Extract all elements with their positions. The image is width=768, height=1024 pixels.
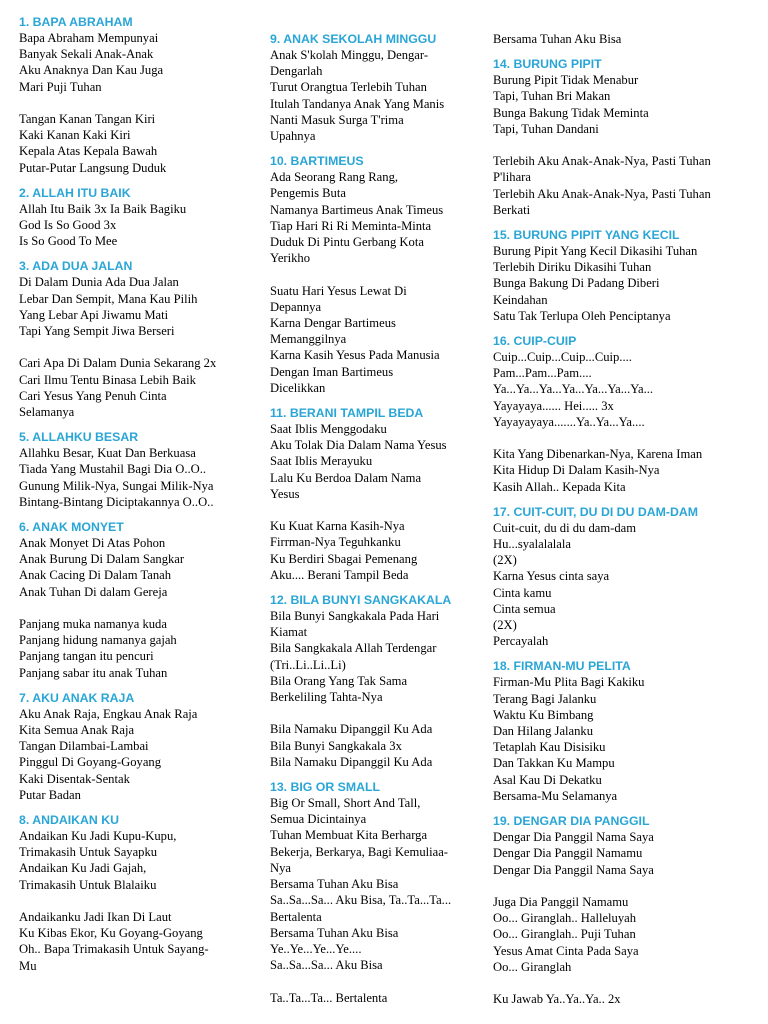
lyric-line: Bapa Abraham Mempunyai	[19, 31, 159, 45]
lyric-line: Terang Bagi Jalanku	[493, 691, 597, 706]
lyric-line: Dengarlah	[270, 64, 323, 79]
lyric-line: Karna Kasih Yesus Pada Manusia	[270, 348, 440, 363]
lyric-line: Juga Dia Panggil Namamu	[493, 894, 629, 909]
song-block	[493, 495, 763, 650]
lyric-line: Cuip...Cuip...Cuip...Cuip....	[493, 350, 632, 365]
song-block	[493, 649, 763, 804]
lyric-line: Bila Sangkakala Allah Terdengar	[270, 641, 437, 656]
lyric-line: Selamanya	[19, 405, 75, 420]
song-block	[19, 249, 259, 420]
lyric-line: Aku.... Berani Tampil Beda	[270, 567, 409, 582]
song-title: 2. ALLAH ITU BAIK	[19, 185, 131, 200]
lyric-line: Semua Dicintainya	[270, 812, 367, 827]
lyric-line: Kasih Allah.. Kepada Kita	[493, 479, 626, 494]
stanza-break	[19, 339, 259, 355]
lyric-line: Panjang muka namanya kuda	[19, 617, 167, 632]
column-middle	[270, 31, 488, 1006]
lyric-line: Panjang tangan itu pencuri	[19, 649, 154, 664]
song-title: 12. BILA BUNYI SANGKAKALA	[270, 593, 452, 608]
lyric-line: Oo... Giranglah.. Puji Tuhan	[493, 927, 636, 942]
song-block	[270, 144, 488, 396]
lyric-line: Anak S'kolah Minggu, Dengar-	[270, 48, 429, 62]
lyric-line: Dengar Dia Panggil Nama Saya	[493, 830, 654, 845]
lyric-line: Bintang-Bintang Diciptakannya O..O..	[19, 494, 214, 509]
lyric-line: Sa..Sa...Sa... Aku Bisa	[270, 958, 383, 973]
lyric-line: Kaki Disentak-Sentak	[19, 771, 130, 786]
lyric-line: Panjang sabar itu anak Tuhan	[19, 665, 168, 680]
lyric-line: Tuhan Membuat Kita Berharga	[270, 828, 428, 843]
song-block	[270, 396, 488, 583]
song-block	[493, 324, 763, 495]
lyric-line: Tiap Hari Ri Ri Meminta-Minta	[270, 218, 432, 233]
lyric-line: Berkeliling Tahta-Nya	[270, 690, 383, 705]
lyric-line: Terlebih Aku Anak-Anak-Nya, Pasti Tuhan	[493, 186, 711, 201]
song-block	[493, 218, 763, 324]
lyric-line: Oo... Giranglah.. Halleluyah	[493, 911, 637, 926]
song-block	[270, 31, 488, 144]
lyric-line: Lebar Dan Sempit, Mana Kau Pilih	[19, 291, 198, 306]
stanza-break	[493, 878, 763, 894]
lyric-line: Mu	[19, 958, 37, 973]
lyric-line: Aku Anaknya Dan Kau Juga	[19, 63, 164, 78]
lyric-line: Terlebih Diriku Dikasihi Tuhan	[493, 260, 652, 275]
song-title: 6. ANAK MONYET	[19, 520, 124, 535]
lyric-line: Andaikan Ku Jadi Kupu-Kupu,	[19, 829, 177, 844]
lyric-line: Dengar Dia Panggil Nama Saya	[493, 862, 654, 877]
lyric-line: Firrman-Nya Teguhkanku	[270, 535, 401, 550]
lyric-line: Bersama Tuhan Aku Bisa	[493, 32, 622, 46]
lyric-line: Kaki Kanan Kaki Kiri	[19, 128, 131, 143]
lyric-line: Dan Hilang Jalanku	[493, 724, 594, 739]
lyric-line: Oo... Giranglah	[493, 959, 572, 974]
lyric-line: Pam...Pam...Pam....	[493, 366, 592, 381]
lyric-line: Depannya	[270, 299, 322, 314]
lyric-line: Bila Bunyi Sangkakala Pada Hari	[270, 609, 440, 624]
lyric-line: Ye..Ye...Ye...Ye....	[270, 941, 362, 956]
lyric-line: Ku Jawab Ya..Ya..Ya.. 2x	[493, 992, 621, 1007]
lyric-line: Aku Tolak Dia Dalam Nama Yesus	[270, 438, 447, 453]
lyric-line: Kita Yang Dibenarkan-Nya, Karena Iman	[493, 447, 703, 462]
lyric-line: Gunung Milik-Nya, Sungai Milik-Nya	[19, 478, 214, 493]
song-title: 10. BARTIMEUS	[270, 154, 364, 169]
stanza-break	[493, 975, 763, 991]
lyric-line: Di Dalam Dunia Ada Dua Jalan	[19, 275, 179, 290]
song-title: 15. BURUNG PIPIT YANG KECIL	[493, 228, 680, 243]
lyric-line: Nya	[270, 860, 291, 875]
song-block	[493, 804, 763, 1007]
lyric-line: Yayayayaya.......Ya..Ya...Ya....	[493, 414, 645, 429]
lyric-line: Kita Semua Anak Raja	[19, 723, 135, 738]
column-right	[493, 31, 763, 1007]
lyric-line: Tapi Yang Sempit Jiwa Berseri	[19, 324, 175, 339]
song-title: 1. BAPA ABRAHAM	[19, 15, 133, 29]
song-title: 14. BURUNG PIPIT	[493, 57, 602, 72]
lyric-line: Putar Badan	[19, 787, 81, 802]
song-title: 19. DENGAR DIA PANGGIL	[493, 814, 650, 829]
lyric-line: Terlebih Aku Anak-Anak-Nya, Pasti Tuhan	[493, 154, 711, 169]
lyric-line: Tangan Dilambai-Lambai	[19, 739, 149, 754]
lyric-line: Dan Takkan Ku Mampu	[493, 756, 615, 771]
stanza-break	[19, 600, 259, 616]
lyric-line: P'lihara	[493, 170, 531, 185]
lyric-line: Upahnya	[270, 129, 316, 144]
lyric-line: Nanti Masuk Surga T'rima	[270, 112, 404, 127]
lyric-line: Hu...syalalalala	[493, 537, 571, 552]
song-title: 17. CUIT-CUIT, DU DI DU DAM-DAM	[493, 504, 698, 519]
lyric-line: Anak Monyet Di Atas Pohon	[19, 536, 166, 551]
lyric-line: Burung Pipit Tidak Menabur	[493, 73, 639, 88]
song-block	[19, 176, 259, 250]
song-title: 7. AKU ANAK RAJA	[19, 690, 135, 705]
lyric-line: Kita Hidup Di Dalam Kasih-Nya	[493, 463, 660, 478]
song-title: 18. FIRMAN-MU PELITA	[493, 659, 631, 674]
lyric-line: Andaikanku Jadi Ikan Di Laut	[19, 910, 172, 925]
lyric-line: Anak Cacing Di Dalam Tanah	[19, 568, 172, 583]
lyric-line: Yesus Amat Cinta Pada Saya	[493, 943, 639, 958]
lyric-line: Itulah Tandanya Anak Yang Manis	[270, 96, 445, 111]
song-block	[493, 31, 763, 47]
lyric-line: Yerikho	[270, 251, 311, 266]
lyric-line: Firman-Mu Plita Bagi Kakiku	[493, 675, 645, 690]
lyric-line: Is So Good To Mee	[19, 234, 118, 249]
song-block	[270, 583, 488, 770]
song-block	[19, 510, 259, 681]
lyric-line: Sa..Sa...Sa... Aku Bisa, Ta..Ta...Ta...	[270, 893, 452, 908]
lyric-line: Cuit-cuit, du di du dam-dam	[493, 520, 637, 535]
lyric-line: Bekerja, Berkarya, Bagi Kemuliaa-	[270, 844, 448, 859]
lyric-line: Pengemis Buta	[270, 186, 346, 201]
lyric-line: Cari Yesus Yang Penuh Cinta	[19, 388, 167, 403]
stanza-break	[270, 973, 488, 989]
lyric-line: Satu Tak Terlupa Oleh Penciptanya	[493, 308, 671, 323]
song-title: 5. ALLAHKU BESAR	[19, 430, 139, 445]
lyric-line: Turut Orangtua Terlebih Tuhan	[270, 80, 427, 95]
stanza-break	[270, 266, 488, 282]
lyric-line: Namanya Bartimeus Anak Timeus	[270, 202, 444, 217]
lyric-line: Allah Itu Baik 3x Ia Baik Bagiku	[19, 201, 187, 216]
lyric-line: Bertalenta	[270, 909, 322, 924]
stanza-break	[270, 705, 488, 721]
lyric-line: Percayalah	[493, 634, 549, 649]
lyric-line: Bersama-Mu Selamanya	[493, 788, 618, 803]
lyric-line: Dicelikkan	[270, 380, 326, 395]
lyric-line: Putar-Putar Langsung Duduk	[19, 160, 167, 175]
lyric-line: Trimakasih Untuk Sayapku	[19, 845, 158, 860]
lyric-line: Bila Orang Yang Tak Sama	[270, 673, 408, 688]
lyric-line: Big Or Small, Short And Tall,	[270, 796, 421, 811]
lyric-line: Yesus	[270, 486, 300, 501]
lyric-line: Panjang hidung namanya gajah	[19, 633, 177, 648]
stanza-break	[270, 502, 488, 518]
lyric-line: Aku Anak Raja, Engkau Anak Raja	[19, 706, 198, 721]
stanza-break	[19, 893, 259, 909]
lyric-line: Ada Seorang Rang Rang,	[270, 170, 399, 185]
lyric-line: (2X)	[493, 553, 517, 568]
song-title: 11. BERANI TAMPIL BEDA	[270, 406, 424, 421]
lyric-line: Anak Tuhan Di dalam Gereja	[19, 584, 168, 599]
lyric-line: Kiamat	[270, 625, 308, 640]
song-block	[19, 420, 259, 510]
lyric-line: Cinta kamu	[493, 585, 552, 600]
lyric-line: Bila Namaku Dipanggil Ku Ada	[270, 722, 433, 737]
lyric-line: Saat Iblis Menggodaku	[270, 422, 387, 437]
song-block	[270, 770, 488, 1006]
song-block	[19, 14, 259, 176]
lyric-line: Suatu Hari Yesus Lewat Di	[270, 283, 407, 298]
song-title: 16. CUIP-CUIP	[493, 334, 577, 349]
lyric-line: Tapi, Tuhan Bri Makan	[493, 89, 611, 104]
song-title: 3. ADA DUA JALAN	[19, 259, 133, 274]
lyric-line: Saat Iblis Merayuku	[270, 454, 373, 469]
lyric-line: Bersama Tuhan Aku Bisa	[270, 925, 399, 940]
lyric-line: Duduk Di Pintu Gerbang Kota	[270, 235, 424, 250]
lyric-line: Lalu Ku Berdoa Dalam Nama	[270, 470, 422, 485]
lyric-line: Tiada Yang Mustahil Bagi Dia O..O..	[19, 462, 207, 477]
lyric-line: (Tri..Li..Li..Li)	[270, 657, 346, 672]
lyric-line: Memanggilnya	[270, 332, 347, 347]
lyric-line: Oh.. Bapa Trimakasih Untuk Sayang-	[19, 942, 209, 957]
lyric-line: Bunga Bakung Tidak Meminta	[493, 105, 649, 120]
song-block	[493, 47, 763, 218]
song-block	[19, 681, 259, 803]
lyric-line: Kepala Atas Kepala Bawah	[19, 144, 158, 159]
lyric-line: (2X)	[493, 618, 517, 633]
song-title: 13. BIG OR SMALL	[270, 780, 380, 795]
song-block	[19, 803, 259, 974]
column-left	[19, 14, 259, 974]
lyric-line: Yayayaya...... Hei..... 3x	[493, 398, 614, 413]
lyric-line: Ku Kibas Ekor, Ku Goyang-Goyang	[19, 926, 203, 941]
lyric-line: Burung Pipit Yang Kecil Dikasihi Tuhan	[493, 244, 698, 259]
lyric-line: Cari Apa Di Dalam Dunia Sekarang 2x	[19, 356, 217, 371]
lyric-line: Ya...Ya...Ya...Ya...Ya...Ya...Ya...	[493, 382, 654, 397]
lyric-line: Waktu Ku Bimbang	[493, 707, 594, 722]
lyric-line: Tangan Kanan Tangan Kiri	[19, 112, 156, 126]
stanza-break	[493, 137, 763, 153]
song-title: 9. ANAK SEKOLAH MINGGU	[270, 32, 437, 46]
lyric-line: Banyak Sekali Anak-Anak	[19, 47, 154, 62]
stanza-break	[493, 430, 763, 446]
lyric-line: Trimakasih Untuk Blalaiku	[19, 877, 157, 892]
lyric-line: Anak Burung Di Dalam Sangkar	[19, 552, 185, 567]
lyric-line: Cari Ilmu Tentu Binasa Lebih Baik	[19, 372, 196, 387]
lyric-line: Bersama Tuhan Aku Bisa	[270, 877, 399, 892]
lyric-line: Berkati	[493, 202, 531, 217]
lyric-line: Bila Namaku Dipanggil Ku Ada	[270, 754, 433, 769]
lyric-line: Karna Dengar Bartimeus	[270, 316, 396, 331]
lyric-line: Asal Kau Di Dekatku	[493, 772, 602, 787]
lyric-line: Dengan Iman Bartimeus	[270, 364, 394, 379]
lyric-line: Mari Puji Tuhan	[19, 79, 102, 94]
lyric-line: Allahku Besar, Kuat Dan Berkuasa	[19, 446, 196, 461]
lyric-line: Tapi, Tuhan Dandani	[493, 121, 599, 136]
song-title: 8. ANDAIKAN KU	[19, 813, 119, 828]
lyric-line: Keindahan	[493, 292, 548, 307]
lyric-line: Bila Bunyi Sangkakala 3x	[270, 738, 402, 753]
lyric-line: Tetaplah Kau Disisiku	[493, 740, 606, 755]
lyric-line: Pinggul Di Goyang-Goyang	[19, 755, 162, 770]
lyric-line: Yang Lebar Api Jiwamu Mati	[19, 307, 169, 322]
lyric-line: Dengar Dia Panggil Namamu	[493, 846, 643, 861]
stanza-break	[19, 95, 259, 111]
lyric-line: God Is So Good 3x	[19, 218, 117, 233]
lyric-line: Ku Kuat Karna Kasih-Nya	[270, 519, 405, 534]
lyric-line: Bunga Bakung Di Padang Diberi	[493, 276, 660, 291]
lyric-line: Cinta semua	[493, 601, 556, 616]
lyric-line: Ku Berdiri Sbagai Pemenang	[270, 551, 418, 566]
lyric-line: Andaikan Ku Jadi Gajah,	[19, 861, 147, 876]
lyric-line: Ta..Ta...Ta... Bertalenta	[270, 990, 388, 1005]
lyric-line: Karna Yesus cinta saya	[493, 569, 610, 584]
